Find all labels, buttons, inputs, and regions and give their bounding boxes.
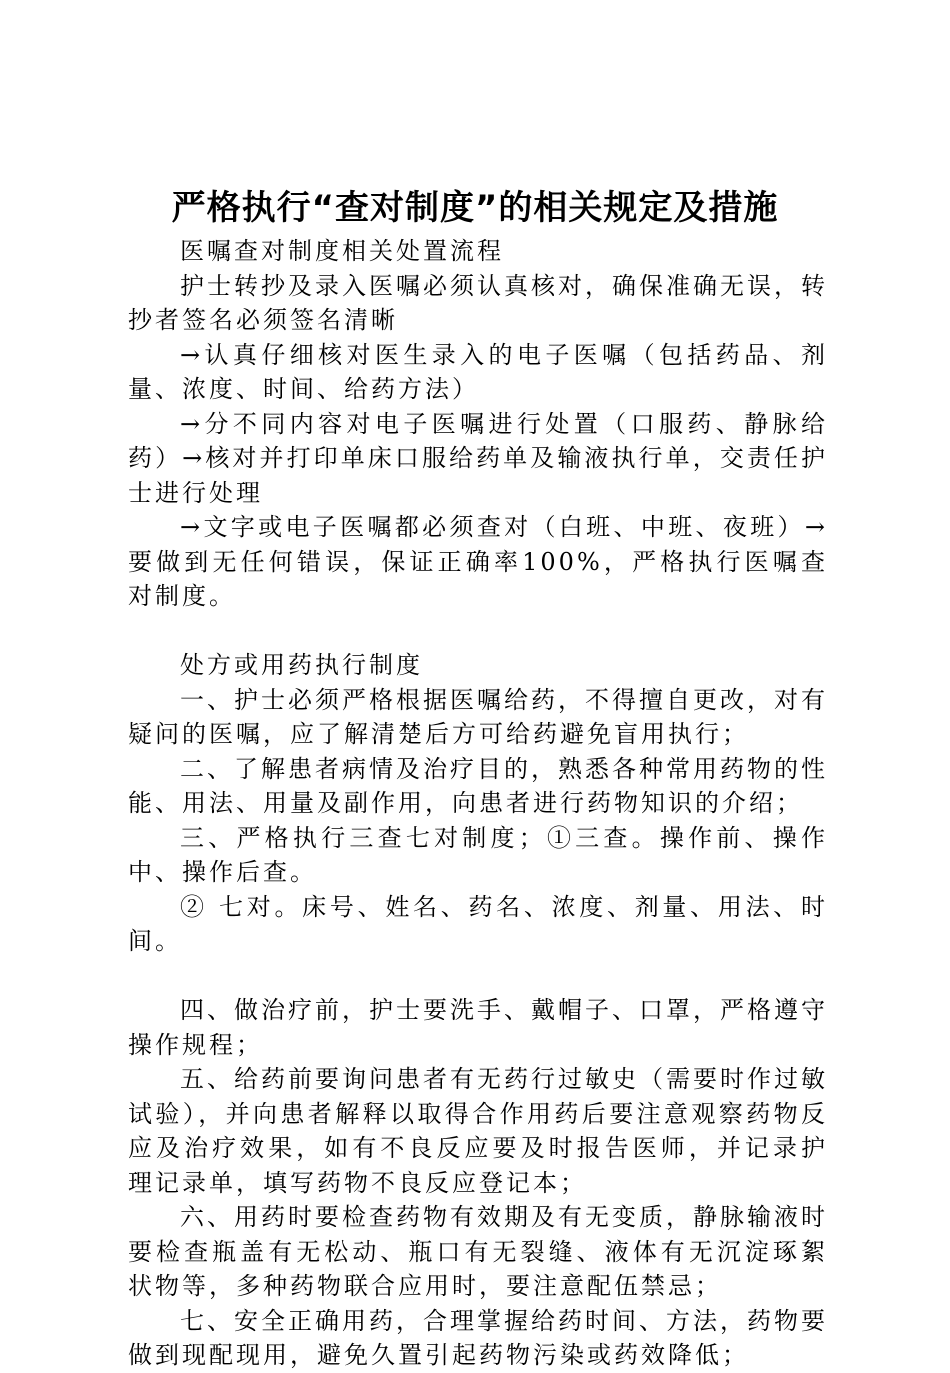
paragraph: →分不同内容对电子医嘱进行处置（口服药、静脉给药）→核对并打印单床口服给药单及输液执行单，交责任护士进行处理 [128, 409, 828, 507]
paragraph: 护士转抄及录入医嘱必须认真核对，确保准确无误，转抄者签名必须签名清晰 [128, 271, 828, 334]
document-title: 严格执行“查对制度”的相关规定及措施 [171, 188, 779, 228]
document-body [128, 234, 828, 1373]
paragraph: 一、护士必须严格根据医嘱给药，不得擅自更改，对有疑问的医嘱，应了解清楚后方可给药避免盲用执行； [128, 685, 828, 748]
paragraph: 三、严格执行三查七对制度；①三查。操作前、操作中、操作后查。 [128, 823, 828, 886]
paragraph: →文字或电子医嘱都必须查对（白班、中班、夜班）→要做到无任何错误，保证正确率100%，严格执行医嘱查对制度。 [128, 513, 828, 610]
paragraph: →认真仔细核对医生录入的电子医嘱（包括药品、剂量、浓度、时间、给药方法） [128, 340, 828, 403]
blank-line [128, 959, 828, 994]
paragraph: 五、给药前要询问患者有无药行过敏史（需要时作过敏试验），并向患者解释以取得合作用药后要注意观察药物反应及治疗效果，如有不良反应要及时报告医师，并记录护理记录单，填写药物不良反应登记本； [128, 1065, 828, 1197]
paragraph: ② 七对。床号、姓名、药名、浓度、剂量、用法、时间。 [128, 892, 828, 955]
paragraph: 四、做治疗前，护士要洗手、戴帽子、口罩，严格遵守操作规程； [128, 996, 828, 1059]
paragraph: 七、安全正确用药，合理掌握给药时间、方法，药物要做到现配现用，避免久置引起药物污染或药效降低； [128, 1306, 828, 1369]
blank-line [128, 614, 828, 649]
paragraph: 二、了解患者病情及治疗目的，熟悉各种常用药物的性能、用法、用量及副作用，向患者进行药物知识的介绍； [128, 754, 828, 817]
paragraph: 医嘱查对制度相关处置流程 [180, 237, 504, 265]
paragraph: 六、用药时要检查药物有效期及有无变质，静脉输液时要检查瓶盖有无松动、瓶口有无裂缝、液体有无沉淀琢絮状物等，多种药物联合应用时，要注意配伍禁忌； [128, 1203, 828, 1300]
paragraph: 处方或用药执行制度 [180, 651, 423, 679]
